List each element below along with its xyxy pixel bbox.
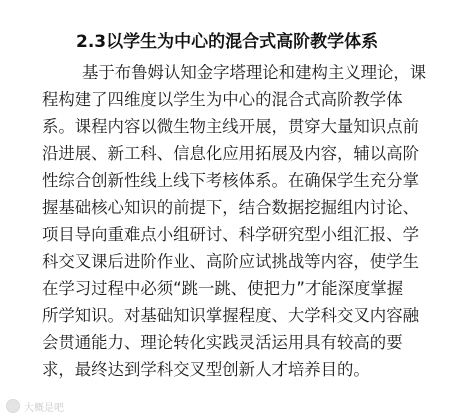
paragraph-line: 科交叉课后进阶作业、高阶应试挑战等内容，使学生 xyxy=(42,252,419,271)
paragraph-line: 会贯通能力、理论转化实践灵活运用具有较高的要 xyxy=(42,333,403,352)
paragraph-line: 沿进展、新工科、信息化应用拓展及内容，辅以高阶 xyxy=(42,144,419,163)
paragraph-line: 握基础核心知识的前提下，结合数据挖掘组内讨论、 xyxy=(42,198,419,217)
paragraph-line: 在学习过程中必须“跳一跳、使把力”才能深度掌握 xyxy=(42,279,404,298)
paragraph-line: 系。课程内容以微生物主线开展，贯穿大量知识点前 xyxy=(42,117,419,136)
paragraph-line: 基于布鲁姆认知金字塔理论和建构主义理论，课 xyxy=(82,63,427,82)
paragraph-line: 所学知识。对基础知识掌握程度、大学科交叉内容融 xyxy=(42,306,419,325)
paragraph-line: 程构建了四维度以学生为中心的混合式高阶教学体 xyxy=(42,90,403,109)
watermark-text: 大概是吧 xyxy=(24,402,64,414)
paragraph-line: 性综合创新性线上线下考核体系。在确保学生充分掌 xyxy=(42,171,419,190)
paragraph-line: 项目导向重难点小组研讨、科学研究型小组汇报、学 xyxy=(42,225,419,244)
section-heading: 2.3以学生为中心的混合式高阶教学体系 xyxy=(76,32,379,52)
watermark-logo-icon xyxy=(6,399,20,413)
watermark xyxy=(6,398,64,414)
paragraph-line: 求，最终达到学科交叉型创新人才培养目的。 xyxy=(42,360,370,379)
